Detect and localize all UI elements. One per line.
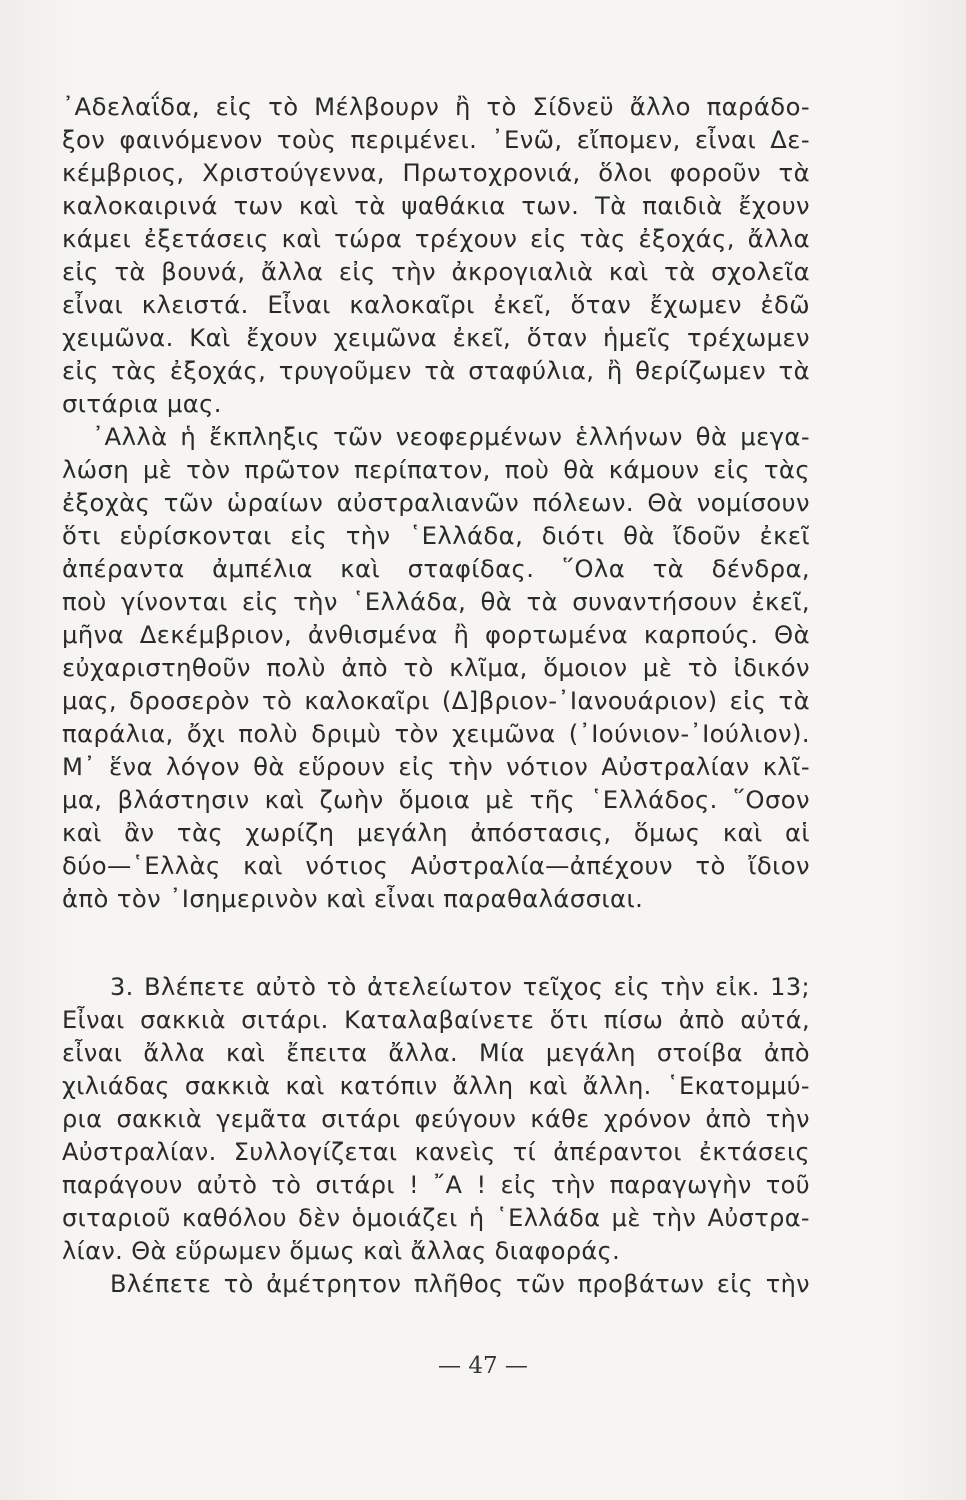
text-line: καλοκαιρινά των καὶ τὰ ψαθάκια των. Τὰ παιδιὰ ἔχουν: [62, 191, 810, 220]
paragraph-2: [62, 420, 810, 915]
text-line: χιλιάδας σακκιὰ καὶ κατόπιν ἄλλη καὶ ἄλλη. ῾Εκατομμύ-: [62, 1072, 810, 1100]
text-line: καὶ ἂν τὰς χωρίζη μεγάλη ἀπόστασις, ὅμως καὶ αἱ: [62, 818, 810, 847]
text-line: μῆνα Δεκέμβριον, ἀνθισμένα ἢ φορτωμένα καρπούς. Θὰ: [62, 620, 810, 649]
text-line: ξον φαινόμενον τοὺς περιμένει. ᾿Ενῶ, εἴπομεν, εἶναι Δε-: [62, 125, 810, 154]
paragraph-3: [62, 971, 810, 1268]
text-line: σιτάρια μας.: [62, 389, 222, 418]
text-line: χειμῶνα. Καὶ ἔχουν χειμῶνα ἐκεῖ, ὅταν ἡμεῖς τρέχωμεν: [62, 323, 810, 352]
text-line: εἰς τὰ βουνά, ἄλλα εἰς τὴν ἀκρογιαλιὰ καὶ τὰ σχολεῖα: [62, 257, 810, 286]
text-line: εἰς τὰς ἐξοχάς, τρυγοῦμεν τὰ σταφύλια, ἢ θερίζωμεν τὰ: [62, 356, 810, 385]
paragraph-1: [62, 90, 810, 420]
paragraph-4: [62, 1268, 810, 1301]
text-line: εἶναι κλειστά. Εἶναι καλοκαῖρι ἐκεῖ, ὅταν ἔχωμεν ἐδῶ: [62, 290, 810, 319]
text-line: ρια σακκιὰ γεμᾶτα σιτάρι φεύγουν κάθε χρόνον ἀπὸ τὴν: [62, 1105, 810, 1133]
body-text: [62, 90, 810, 1301]
text-line: σιταριοῦ καθόλου δὲν ὁμοιάζει ἡ ῾Ελλάδα μὲ τὴν Αὐστρα-: [62, 1204, 810, 1232]
text-line: ἀπέραντα ἀμπέλια καὶ σταφίδας. ῞Ολα τὰ δένδρα,: [62, 554, 810, 583]
text-line: μα, βλάστησιν καὶ ζωὴν ὅμοια μὲ τῆς ῾Ελλάδος. ῞Οσον: [62, 785, 810, 814]
text-line: λίαν. Θὰ εὕρωμεν ὅμως καὶ ἄλλας διαφοράς.: [62, 1237, 621, 1265]
text-line: ὅτι εὑρίσκονται εἰς τὴν ῾Ελλάδα, διότι θὰ ἴδοῦν ἐκεῖ: [62, 521, 810, 550]
text-line: Βλέπετε τὸ ἀμέτρητον πλῆθος τῶν προβάτων εἰς τὴν: [110, 1270, 810, 1298]
page-number: — 47 —: [438, 1353, 528, 1379]
text-line: 3. Βλέπετε αὐτὸ τὸ ἀτελείωτον τεῖχος εἰς τὴν εἰκ. 13;: [110, 973, 810, 1001]
text-line: ποὺ γίνονται εἰς τὴν ῾Ελλάδα, θὰ τὰ συναντήσουν ἐκεῖ,: [62, 587, 810, 616]
text-line: παράγουν αὐτὸ τὸ σιτάρι ! ῎Α ! εἰς τὴν παραγωγὴν τοῦ: [62, 1171, 810, 1199]
text-line: παράλια, ὄχι πολὺ δριμὺ τὸν χειμῶνα (᾿Ιούνιον-᾿Ιούλιον).: [62, 719, 810, 748]
text-line: εὐχαριστηθοῦν πολὺ ἀπὸ τὸ κλῖμα, ὅμοιον μὲ τὸ ἰδικόν: [62, 653, 810, 682]
text-line: μας, δροσερὸν τὸ καλοκαῖρι (Δ]βριον-᾿Ιανουάριον) εἰς τὰ: [62, 686, 810, 715]
text-line: ἀπὸ τὸν ᾿Ισημερινὸν καὶ εἶναι παραθαλάσσιαι.: [62, 884, 644, 913]
text-line: ᾿Αλλὰ ἡ ἔκπληξις τῶν νεοφερμένων ἑλλήνων θὰ μεγα-: [92, 422, 810, 451]
text-line: Μ᾿ ἕνα λόγον θὰ εὕρουν εἰς τὴν νότιον Αὐστραλίαν κλῖ-: [62, 752, 810, 781]
text-line: Αὐστραλίαν. Συλλογίζεται κανεὶς τί ἀπέραντοι ἐκτάσεις: [62, 1138, 810, 1166]
text-line: Εἶναι σακκιὰ σιτάρι. Καταλαβαίνετε ὅτι πίσω ἀπὸ αὐτά,: [62, 1006, 810, 1034]
text-line: κάμει ἐξετάσεις καὶ τώρα τρέχουν εἰς τὰς ἐξοχάς, ἄλλα: [62, 224, 810, 253]
text-line: εἶναι ἄλλα καὶ ἔπειτα ἄλλα. Μία μεγάλη στοίβα ἀπὸ: [62, 1039, 810, 1067]
text-line: λώση μὲ τὸν πρῶτον περίπατον, ποὺ θὰ κάμουν εἰς τὰς: [62, 455, 810, 484]
text-line: κέμβριος, Χριστούγεννα, Πρωτοχρονιά, ὅλοι φοροῦν τὰ: [62, 158, 810, 187]
text-line: ἐξοχὰς τῶν ὡραίων αὐστραλιανῶν πόλεων. Θὰ νομίσουν: [62, 488, 810, 517]
text-line: ᾿Αδελαΐδα, εἰς τὸ Μέλβουρν ἢ τὸ Σίδνεϋ ἄλλο παράδο-: [62, 92, 810, 121]
section-gap: [62, 915, 810, 971]
text-line: δύο—῾Ελλὰς καὶ νότιος Αὐστραλία—ἀπέχουν τὸ ἴδιον: [62, 851, 810, 880]
